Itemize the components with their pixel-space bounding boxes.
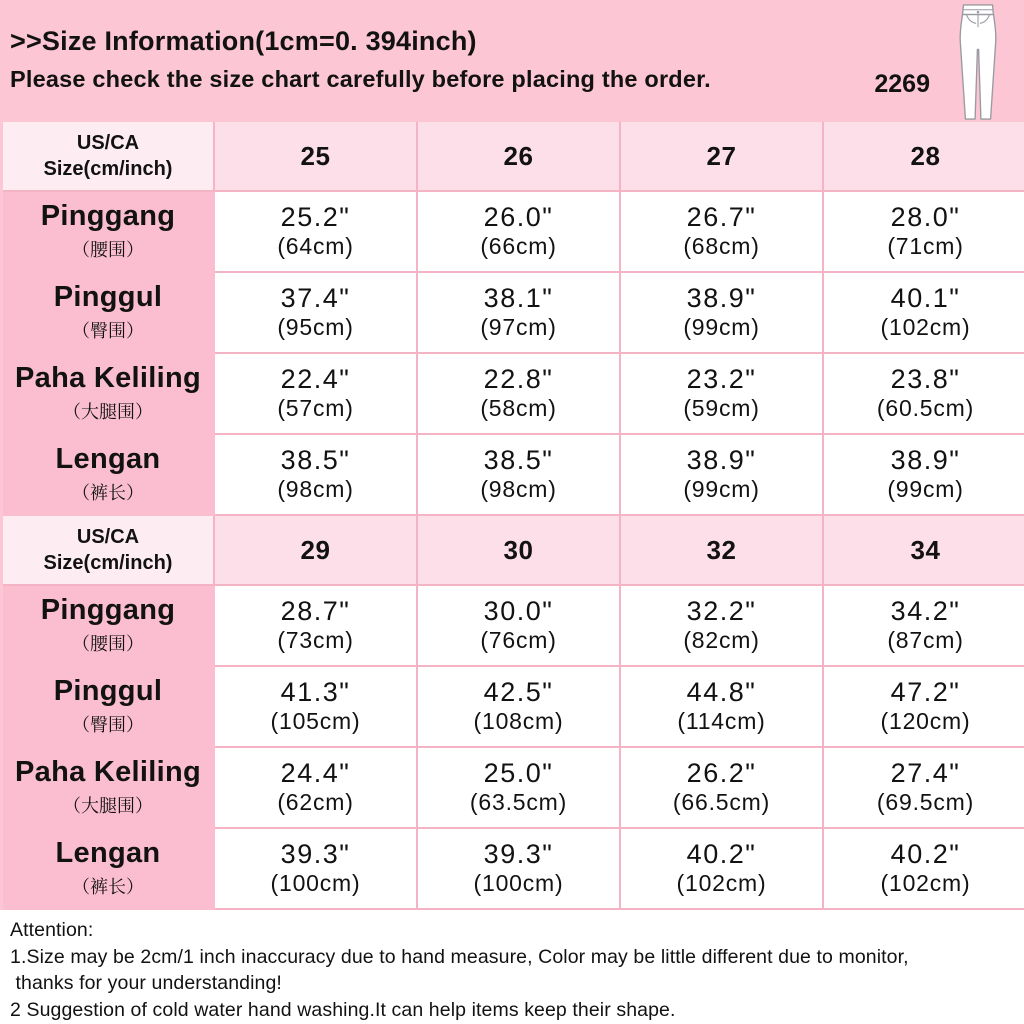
measurement-cm: (95cm) xyxy=(277,314,354,341)
size-column-header: 30 xyxy=(418,516,621,586)
measurement-cell xyxy=(824,273,1024,354)
measurement-cell xyxy=(418,667,621,748)
measurement-cm: (102cm) xyxy=(880,314,971,341)
measurement-cell xyxy=(824,586,1024,667)
measurement-cell xyxy=(215,586,418,667)
measurement-cm: (99cm) xyxy=(683,314,760,341)
measurement-cm: (59cm) xyxy=(683,395,760,422)
row-label-cell xyxy=(3,748,215,829)
corner-line2: Size(cm/inch) xyxy=(43,552,173,574)
measurement-cell xyxy=(418,829,621,910)
measurement-inch: 34.2" xyxy=(890,596,961,627)
measurement-cell xyxy=(621,354,824,435)
row-label-cell xyxy=(3,273,215,354)
measurement-inch: 38.5" xyxy=(280,445,351,476)
measurement-inch: 22.4" xyxy=(280,364,351,395)
size-header-row xyxy=(3,122,1024,192)
measurement-cm: (98cm) xyxy=(480,476,557,503)
measurement-cell xyxy=(621,435,824,516)
measurement-inch: 27.4" xyxy=(890,758,961,789)
row-label: Pinggang xyxy=(40,594,176,627)
table-row xyxy=(3,354,1024,435)
measurement-inch: 47.2" xyxy=(890,677,961,708)
row-label: Lengan xyxy=(55,443,161,476)
row-label-cell xyxy=(3,667,215,748)
pants-icon xyxy=(944,2,1012,122)
measurement-inch: 38.5" xyxy=(483,445,554,476)
measurement-cell xyxy=(824,192,1024,273)
measurement-inch: 26.2" xyxy=(686,758,757,789)
measurement-inch: 40.2" xyxy=(686,839,757,870)
measurement-cm: (69.5cm) xyxy=(876,789,975,816)
measurement-inch: 37.4" xyxy=(280,283,351,314)
measurement-cm: (62cm) xyxy=(277,789,354,816)
table-row xyxy=(3,273,1024,354)
measurement-inch: 25.2" xyxy=(280,202,351,233)
attention-heading: Attention: xyxy=(10,919,94,941)
size-column-header: 26 xyxy=(418,122,621,192)
row-label-chinese: （臀围） xyxy=(72,714,144,735)
size-column-header: 29 xyxy=(215,516,418,586)
measurement-cm: (99cm) xyxy=(683,476,760,503)
measurement-cm: (102cm) xyxy=(676,870,767,897)
row-label: Pinggul xyxy=(53,281,163,314)
measurement-cell xyxy=(824,667,1024,748)
size-column-header: 25 xyxy=(215,122,418,192)
table-row xyxy=(3,586,1024,667)
attention-note-2: 2 Suggestion of cold water hand washing.It can help items keep their shape. xyxy=(10,999,676,1022)
table-row xyxy=(3,667,1024,748)
row-label: Pinggang xyxy=(40,200,176,233)
size-column-header: 32 xyxy=(621,516,824,586)
measurement-cell xyxy=(621,192,824,273)
measurement-inch: 23.8" xyxy=(890,364,961,395)
measurement-inch: 38.9" xyxy=(686,445,757,476)
measurement-inch: 40.1" xyxy=(890,283,961,314)
row-label-cell xyxy=(3,354,215,435)
measurement-cell xyxy=(215,829,418,910)
row-label: Paha Keliling xyxy=(15,362,201,395)
corner-line2: Size(cm/inch) xyxy=(43,158,173,180)
corner-line1: US/CA xyxy=(76,132,140,154)
attention-note-1b: thanks for your understanding! xyxy=(10,972,282,995)
row-label-cell xyxy=(3,192,215,273)
row-label-cell xyxy=(3,829,215,910)
measurement-cell xyxy=(621,829,824,910)
table-row xyxy=(3,829,1024,910)
measurement-cm: (66.5cm) xyxy=(672,789,771,816)
measurement-cm: (99cm) xyxy=(887,476,964,503)
measurement-inch: 32.2" xyxy=(686,596,757,627)
measurement-inch: 26.7" xyxy=(686,202,757,233)
measurement-inch: 28.7" xyxy=(280,596,351,627)
measurement-inch: 28.0" xyxy=(890,202,961,233)
measurement-cm: (120cm) xyxy=(880,708,971,735)
measurement-cm: (60.5cm) xyxy=(876,395,975,422)
size-table xyxy=(0,122,1024,910)
measurement-cm: (63.5cm) xyxy=(469,789,568,816)
measurement-cell xyxy=(824,829,1024,910)
banner xyxy=(0,0,1024,122)
measurement-cm: (102cm) xyxy=(880,870,971,897)
table-row xyxy=(3,192,1024,273)
row-label-chinese: （腰围） xyxy=(72,633,144,654)
row-label: Pinggul xyxy=(53,675,163,708)
measurement-cell xyxy=(418,273,621,354)
measurement-inch: 41.3" xyxy=(280,677,351,708)
measurement-inch: 39.3" xyxy=(483,839,554,870)
measurement-cell xyxy=(215,273,418,354)
measurement-inch: 38.9" xyxy=(686,283,757,314)
measurement-cell xyxy=(824,354,1024,435)
measurement-cell xyxy=(215,354,418,435)
measurement-inch: 23.2" xyxy=(686,364,757,395)
size-column-header: 34 xyxy=(824,516,1024,586)
style-code: 2269 xyxy=(874,70,930,98)
size-column-header: 27 xyxy=(621,122,824,192)
corner-line1: US/CA xyxy=(76,526,140,548)
measurement-cm: (71cm) xyxy=(887,233,964,260)
measurement-cell xyxy=(418,435,621,516)
size-header-row xyxy=(3,516,1024,586)
measurement-cell xyxy=(418,748,621,829)
row-label-chinese: （裤长） xyxy=(72,482,144,503)
measurement-cm: (57cm) xyxy=(277,395,354,422)
measurement-cell xyxy=(621,748,824,829)
measurement-cm: (114cm) xyxy=(677,708,766,735)
measurement-cm: (82cm) xyxy=(683,627,760,654)
measurement-cm: (100cm) xyxy=(270,870,361,897)
table-corner-header xyxy=(3,516,215,586)
measurement-cm: (73cm) xyxy=(277,627,354,654)
row-label-chinese: （臀围） xyxy=(72,320,144,341)
measurement-cell xyxy=(621,586,824,667)
measurement-cm: (98cm) xyxy=(277,476,354,503)
row-label-chinese: （大腿围） xyxy=(63,401,153,422)
measurement-cell xyxy=(621,667,824,748)
measurement-cell xyxy=(824,435,1024,516)
measurement-inch: 44.8" xyxy=(686,677,757,708)
measurement-cell xyxy=(418,586,621,667)
measurement-cell xyxy=(215,667,418,748)
row-label-chinese: （裤长） xyxy=(72,876,144,897)
measurement-cm: (97cm) xyxy=(480,314,557,341)
measurement-inch: 39.3" xyxy=(280,839,351,870)
measurement-cm: (64cm) xyxy=(277,233,354,260)
row-label: Paha Keliling xyxy=(15,756,201,789)
measurement-cell xyxy=(824,748,1024,829)
measurement-cm: (108cm) xyxy=(473,708,564,735)
measurement-cm: (100cm) xyxy=(473,870,564,897)
row-label: Lengan xyxy=(55,837,161,870)
measurement-cm: (105cm) xyxy=(270,708,361,735)
measurement-inch: 22.8" xyxy=(483,364,554,395)
measurement-inch: 38.1" xyxy=(483,283,554,314)
measurement-cm: (87cm) xyxy=(887,627,964,654)
measurement-cm: (66cm) xyxy=(480,233,557,260)
measurement-cm: (76cm) xyxy=(480,627,557,654)
measurement-cell xyxy=(418,192,621,273)
measurement-inch: 40.2" xyxy=(890,839,961,870)
row-label-chinese: （大腿围） xyxy=(63,795,153,816)
row-label-cell xyxy=(3,435,215,516)
measurement-cell xyxy=(418,354,621,435)
measurement-inch: 38.9" xyxy=(890,445,961,476)
attention-notes xyxy=(0,910,1024,1024)
attention-note-1: 1.Size may be 2cm/1 inch inaccuracy due to hand measure, Color may be little different due to monitor, xyxy=(10,945,909,968)
table-row xyxy=(3,435,1024,516)
row-label-chinese: （腰围） xyxy=(72,239,144,260)
measurement-cell xyxy=(621,273,824,354)
measurement-cell xyxy=(215,435,418,516)
page-subtitle: Please check the size chart carefully before placing the order. xyxy=(10,66,711,92)
measurement-inch: 24.4" xyxy=(280,758,351,789)
measurement-inch: 26.0" xyxy=(483,202,554,233)
measurement-cm: (68cm) xyxy=(683,233,760,260)
measurement-cm: (58cm) xyxy=(480,395,557,422)
table-corner-header xyxy=(3,122,215,192)
table-row xyxy=(3,748,1024,829)
page-title: >>Size Information(1cm=0. 394inch) xyxy=(10,26,477,56)
measurement-inch: 42.5" xyxy=(483,677,554,708)
measurement-cell xyxy=(215,748,418,829)
measurement-inch: 25.0" xyxy=(483,758,554,789)
size-column-header: 28 xyxy=(824,122,1024,192)
measurement-cell xyxy=(215,192,418,273)
measurement-inch: 30.0" xyxy=(483,596,554,627)
row-label-cell xyxy=(3,586,215,667)
